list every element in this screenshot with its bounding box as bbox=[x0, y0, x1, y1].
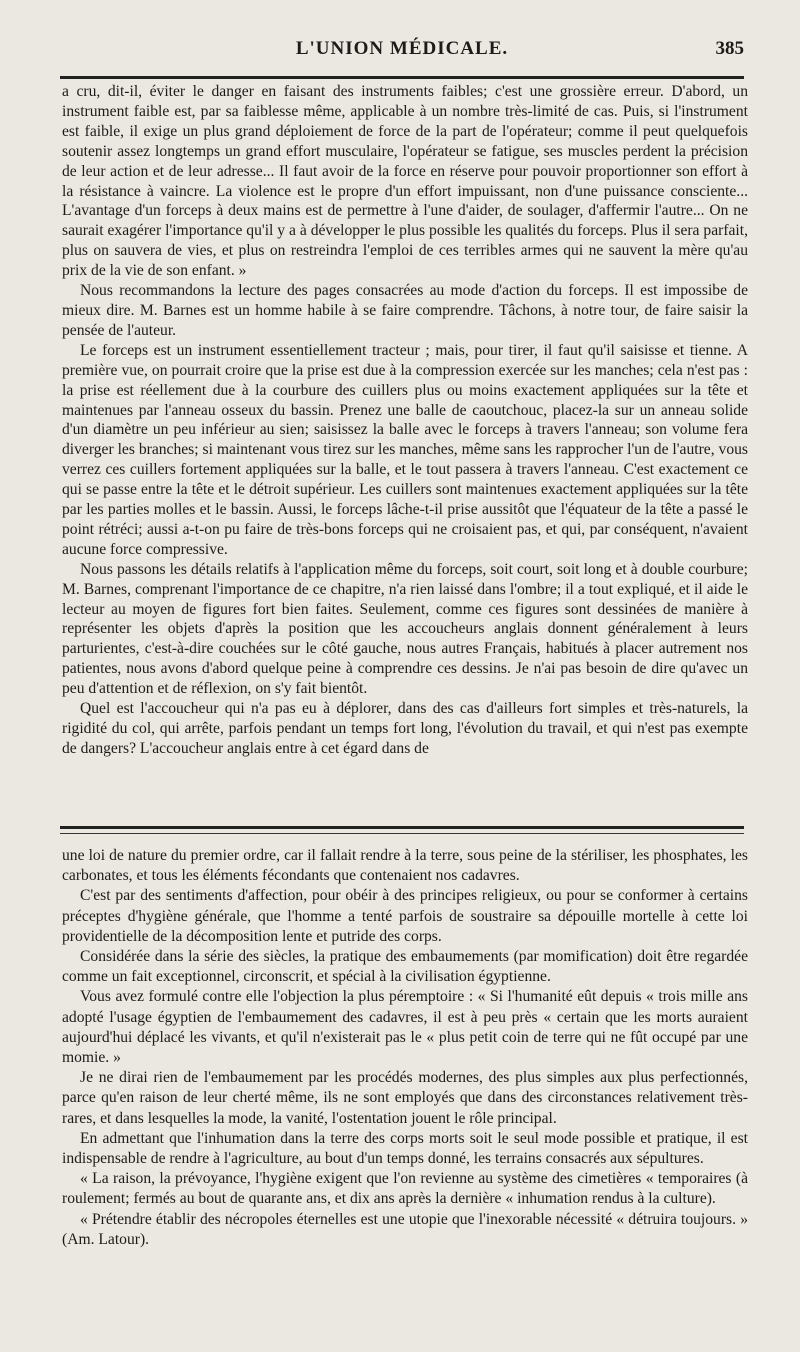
section-rule-thick bbox=[60, 826, 744, 829]
paragraph: Nous passons les détails relatifs à l'application même du forceps, soit court, soit long et à double courbure; M. Barnes, comprenant l'importance de ce chapitre, n'a rien laissé dans l'ombre; il a tout expliqué, et il aide le lecteur au moyen de figures fort bien faites. Seulement, comme ces figures sont dessinées de manière à représenter les objets d'après la position que les accoucheurs anglais donnent généralement à leurs parturientes, c'est-à-dire couchées sur le côté gauche, nous autres Français, habitués à placer autrement nos patientes, nous avons d'abord quelque peine à comprendre ces dessins. Je n'ai pas besoin de dire qu'avec un peu d'attention et de réflexion, on s'y fait bientôt. bbox=[62, 560, 748, 698]
paragraph: Le forceps est un instrument essentiellement tracteur ; mais, pour tirer, il faut qu'il saisisse et tienne. A première vue, on pourrait croire que la prise est due à la compression exercée sur les manches; cela n'est pas : la prise est réellement due à la courbure des cuillers plus ou moins exactement appliquées sur la tête et maintenues par l'anneau osseux du bassin. Prenez une balle de caoutchouc, placez-la sur un anneau solide d'un diamètre un peu inférieur au sien; saisissez la balle avec le forceps à travers l'anneau; son volume fera diverger les branches; si maintenant vous tirez sur les manches, même sans les rapprocher l'un de l'autre, vous verrez ces cuillers fortement appliquées sur la balle, et le tout passera à travers l'anneau. C'est exactement ce qui se passe entre la tête et le détroit supérieur. Les cuillers sont maintenues exactement appliquées sur la tête par les parties molles et le bassin. Aussi, le forceps lâche-t-il prise aussitôt que l'équateur de la tête a passé le point rétréci; aussi a-t-on pu faire de très-bons forceps qui ne croisaient pas, et qui, par conséquent, n'avaient aucune force compressive. bbox=[62, 341, 748, 558]
paragraph: Nous recommandons la lecture des pages consacrées au mode d'action du forceps. Il est impossibe de mieux dire. M. Barnes est un homme habile à se faire comprendre. Tâchons, à notre tour, de faire saisir la pensée de l'auteur. bbox=[62, 282, 748, 339]
quotation-paragraph: « La raison, la prévoyance, l'hygiène exigent que l'on revienne au système des cimetières « temporaires (à roulement; fermés au bout de quarante ans, et dix ans après la dernière « inhumation rendus à la culture). bbox=[62, 1170, 748, 1208]
paragraph: Considérée dans la série des siècles, la pratique des embaumements (par momification) doit être regardée comme un fait exceptionnel, circonscrit, et spécial à la civilisation égyptienne. bbox=[62, 948, 748, 986]
article-forceps bbox=[62, 82, 748, 759]
running-title: L'UNION MÉDICALE. bbox=[295, 38, 509, 59]
page-header bbox=[60, 38, 744, 68]
header-rule bbox=[60, 76, 744, 79]
paragraph: C'est par des sentiments d'affection, pour obéir à des principes religieux, ou pour se conformer à certains préceptes d'hygiène générale, que l'homme a tenté parfois de soustraire sa dépouille mortelle à cette loi providentielle de la décomposition lente et putride des corps. bbox=[62, 887, 748, 945]
paragraph: Quel est l'accoucheur qui n'a pas eu à déplorer, dans des cas d'ailleurs fort simples et très-naturels, la rigidité du col, qui arrête, parfois pendant un temps fort long, l'évolution du travail, et qui n'est pas exempte de dangers? L'accoucheur anglais entre à cet égard dans de bbox=[62, 700, 748, 757]
paragraph: une loi de nature du premier ordre, car il fallait rendre à la terre, sous peine de la stériliser, les phosphates, les carbonates, et tous les éléments fécondants que contenaient nos cadavres. bbox=[62, 847, 748, 885]
section-rule-thin bbox=[60, 833, 744, 834]
paragraph: a cru, dit-il, éviter le danger en faisant des instruments faibles; c'est une grossière erreur. D'abord, un instrument faible est, par sa faiblesse même, applicable à un nombre très-limité de cas. Puis, si l'instrument est faible, il exige un plus grand déploiement de force de la part de l'opérateur; comme il peut quelquefois soutenir assez longtemps un grand effort musculaire, l'opérateur se fatigue, ses muscles perdent la précision de leur action et de leur adresse... Il faut avoir de la force en réserve pour pouvoir proportionner son effort à la résistance à vaincre. La violence est le propre d'un effort impuissant, non d'une puissance consciente... L'avantage d'un forceps à deux mains est de permettre à l'une d'aider, de soulager, d'affermir l'autre... On ne saurait exagérer l'importance qu'il y a à développer le plus possible les qualités du forceps. Plus il sera parfait, plus on sauvera de vies, et plus on restreindra l'emploi de ces terribles armes qui ne sauvent la mère qu'au prix de la vie de son enfant. » bbox=[62, 83, 748, 280]
paragraph: Je ne dirai rien de l'embaumement par les procédés modernes, des plus simples aux plus perfectionnés, parce qu'en raison de leur cherté même, ils ne sont employés que dans des circonstances relativement très-rares, et dans lesquelles la mode, la vanité, l'ostentation jouent le rôle principal. bbox=[62, 1069, 748, 1127]
quotation-paragraph: « Prétendre établir des nécropoles éternelles est une utopie que l'inexorable nécessité « détruira toujours. » (Am. Latour). bbox=[62, 1210, 748, 1248]
page-number: 385 bbox=[715, 38, 744, 59]
paragraph: En admettant que l'inhumation dans la terre des corps morts soit le seul mode possible et pratique, il est indispensable de rendre à l'agriculture, au bout d'un temps donné, les terrains consacrés aux sépultures. bbox=[62, 1129, 748, 1168]
quotation-paragraph: Vous avez formulé contre elle l'objection la plus péremptoire : « Si l'humanité eût depuis « trois mille ans adopté l'usage égyptien de l'embaumement des cadavres, il est à peu près « certain que les morts auraient aujourd'hui déplacé les vivants, et qu'il n'existerait pas le « plus petit coin de terre qui ne fût occupé par une momie. » bbox=[62, 988, 748, 1067]
article-sepultures bbox=[62, 846, 748, 1250]
